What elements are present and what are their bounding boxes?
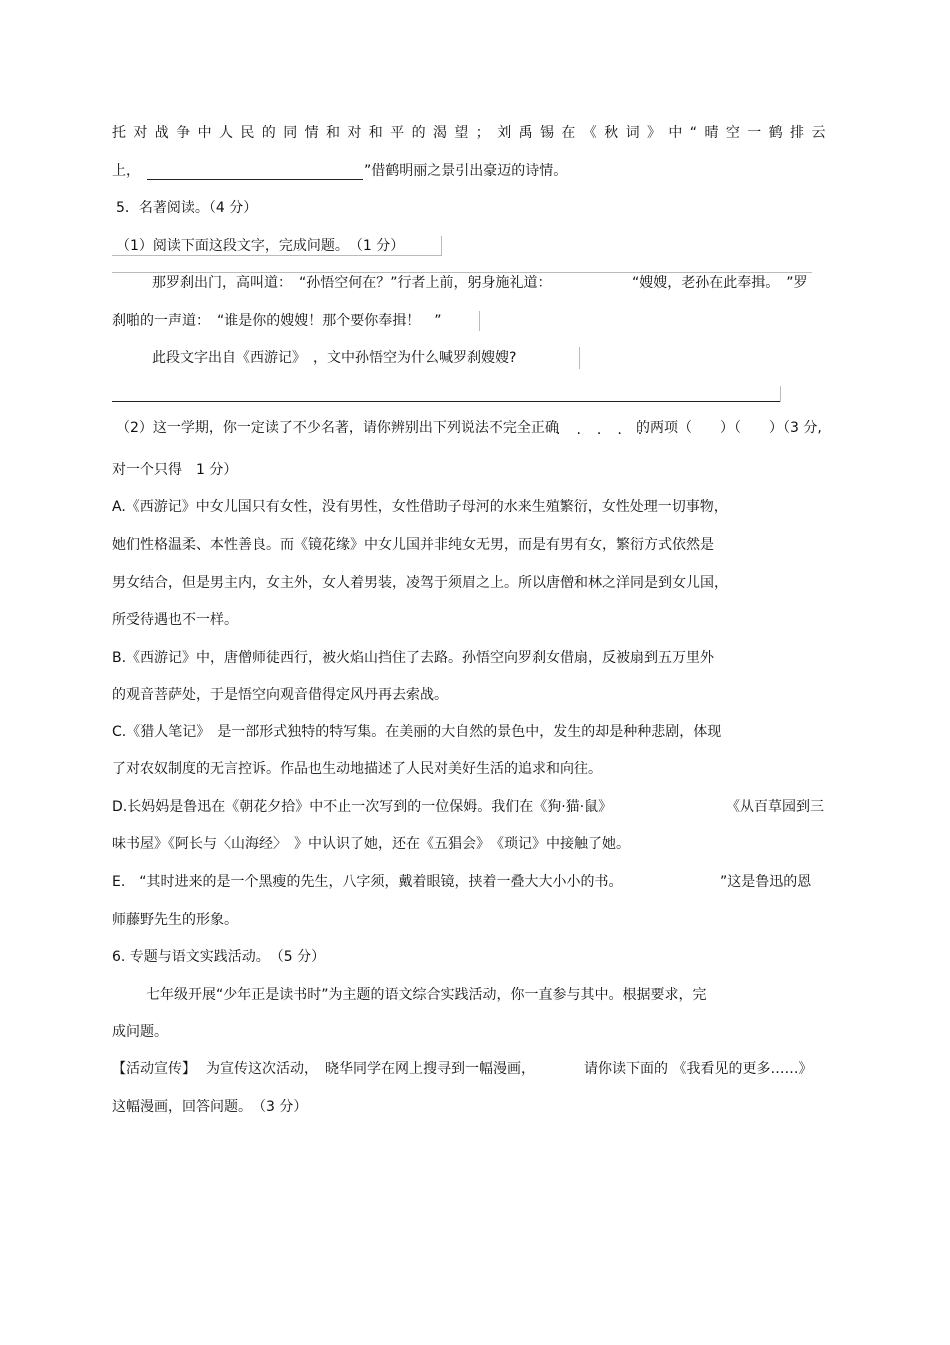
box-edge <box>479 311 480 331</box>
q5-sub1-question: 此段文字出自《西游记》 ，文中孙悟空为什么喊罗刹嫂嫂? <box>152 350 517 366</box>
poem-line-2-end: ”借鹤明丽之景引出豪迈的诗情。 <box>364 163 568 179</box>
option-b-line-1: B.《西游记》中，唐僧师徒西行，被火焰山挡住了去路。孙悟空向罗刹女借扇，反被扇到五万里外 <box>112 650 715 666</box>
option-c-line-2: 了对农奴制度的无言控诉。作品也生动地描述了人民对美好生活的追求和向往。 <box>112 761 602 777</box>
q5-sub1-header: （1）阅读下面这段文字，完成问题。 （1 分） <box>116 238 405 254</box>
passage-line-2: 刹啪的一声道： “谁是你的嫂嫂！那个要你奉揖！ ” <box>112 313 442 329</box>
option-c-line-1: C.《猎人笔记》 是一部形式独特的特写集。在美丽的大自然的景色中，发生的却是种种悲剧，体现 <box>112 724 722 740</box>
promo-tag: 【活动宣传】 <box>112 1061 196 1077</box>
promo-line-2: 这幅漫画，回答问题。 （3 分） <box>112 1099 308 1115</box>
q6-intro-line-1: 七年级开展“少年正是读书时”为主题的语文综合实践活动，你一直参与其中。根据要求，完 <box>146 987 707 1003</box>
q5-sub2-line-1a: （2）这一学期，你一定读了不少名著，请你辨别出下列说法不完全正确 <box>116 420 559 436</box>
box-edge <box>579 347 580 369</box>
passage-line-1b: “嫂嫂，老孙在此奉揖。 ”罗 <box>632 275 808 291</box>
option-a-line-1: A.《西游记》中女儿国只有女性，没有男性，女性借助子母河的水来生殖繁衍，女性处理一切事物， <box>112 499 728 515</box>
box-edge <box>112 255 442 256</box>
option-a-line-3: 男女结合，但是男主内，女主外，女人着男装，凌驾于须眉之上。所以唐僧和林之洋同是到女儿国， <box>112 575 728 591</box>
box-edge <box>780 386 781 402</box>
option-d-line-2: 味书屋》《阿长与〈山海经〉 》中认识了她，还在《五猖会》 《琐记》中接触了她。 <box>112 836 630 852</box>
q5-sub2-line-1b: 的两项（ ）（ ）（3 分, <box>636 420 822 436</box>
option-e-line-2: 师藤野先生的形象。 <box>112 912 238 928</box>
box-edge <box>112 272 812 273</box>
option-b-line-2: 的观音菩萨处，于是悟空向观音借得定风丹再去索战。 <box>112 687 448 703</box>
option-d-line-1b: 《从百草园到三 <box>726 799 824 815</box>
q5-header: 5．名著阅读。（4 分） <box>116 200 258 216</box>
emphasis-dots: ····· <box>556 426 659 442</box>
answer-line[interactable] <box>112 401 780 402</box>
poem-line-2-start: 上， <box>112 163 140 179</box>
option-d-line-1a: D.长妈妈是鲁迅在《朝花夕拾》中不止一次写到的一位保姆。我们在《狗·猫·鼠》 <box>112 799 613 815</box>
q6-intro-line-2: 成问题。 <box>112 1024 168 1040</box>
promo-line-1b: 请你读下面的 《我看见的更多……》 <box>584 1061 813 1077</box>
option-a-line-4: 所受待遇也不一样。 <box>112 612 238 628</box>
fill-in-blank[interactable] <box>147 179 363 180</box>
q5-sub2-line-2: 对一个只得 1 分） <box>112 462 238 478</box>
poem-line-1: 托对战争中人民的同情和对和平的渴望；刘禹锡在《秋词》中“晴空一鹤排云 <box>112 125 833 141</box>
passage-line-1a: 那罗刹出门，高叫道： “孙悟空何在？”行者上前，躬身施礼道： <box>152 275 552 291</box>
option-e-line-1b: ”这是鲁迅的恩 <box>720 874 812 890</box>
promo-line-1a: 为宣传这次活动， 晓华同学在网上搜寻到一幅漫画， <box>206 1061 535 1077</box>
box-edge <box>441 236 442 256</box>
option-a-line-2: 她们性格温柔、本性善良。而《镜花缘》中女儿国并非纯女无男，而是有男有女，繁衍方式依然是 <box>112 537 714 553</box>
option-e-line-1a: E. “其时进来的是一个黑瘦的先生，八字须，戴着眼镜，挟着一叠大大小小的书。 <box>112 874 623 890</box>
q6-header: 6. 专题与语文实践活动。 （5 分） <box>112 949 326 965</box>
